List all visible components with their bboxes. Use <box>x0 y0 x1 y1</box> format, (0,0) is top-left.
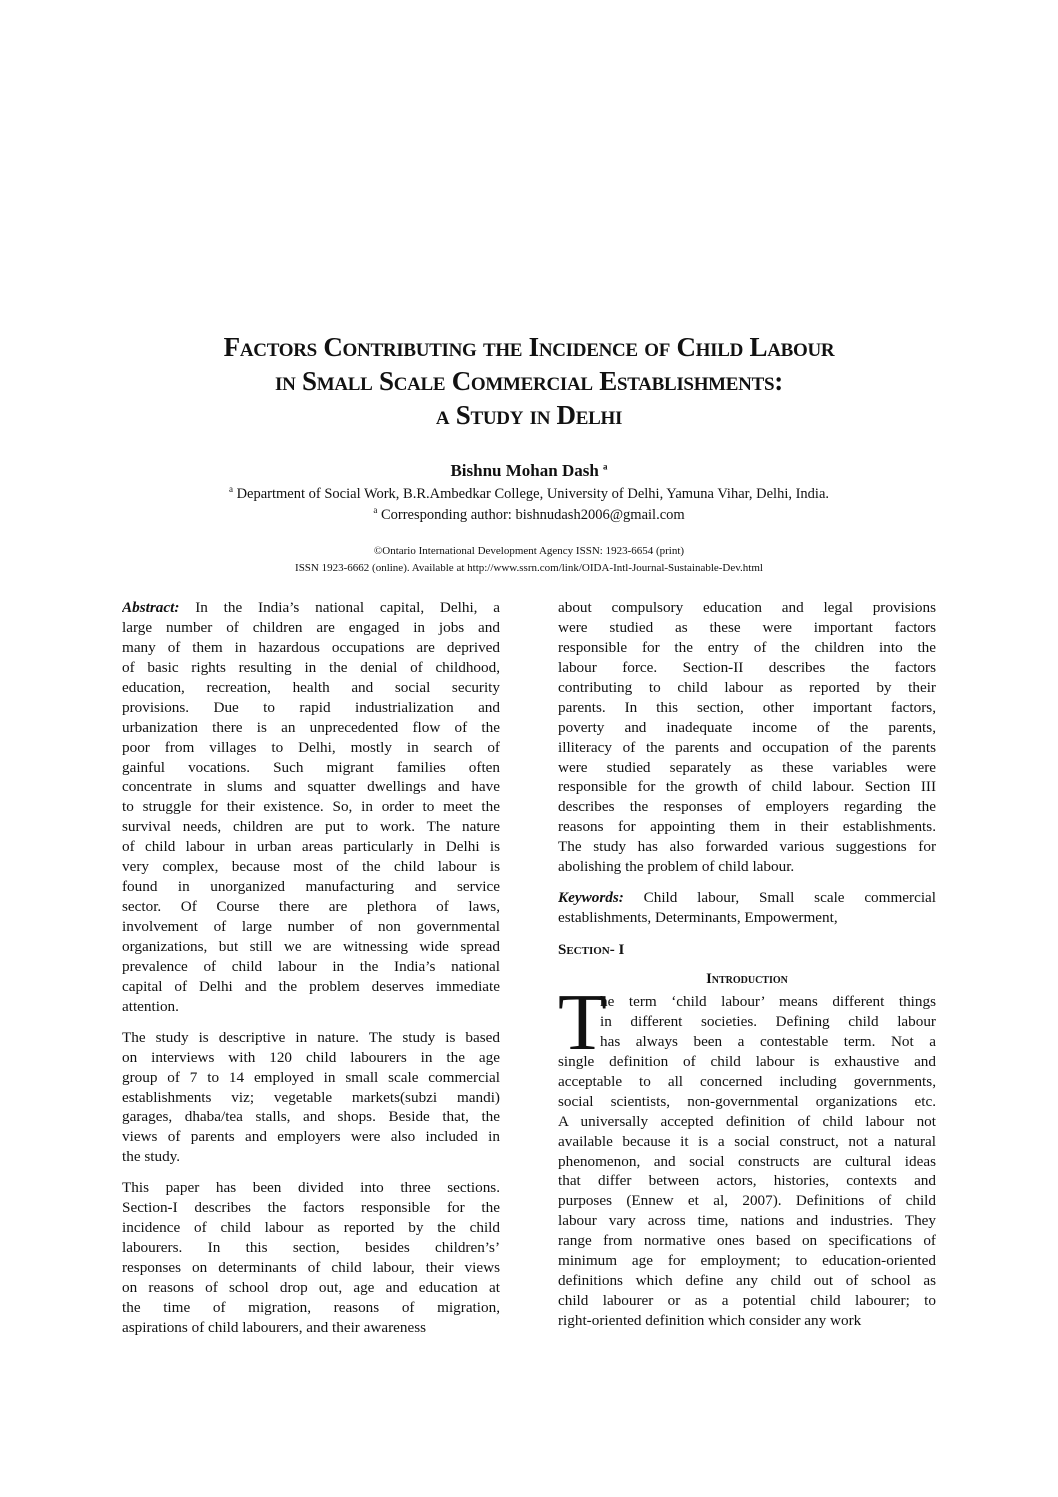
text-line: definitions which define any child out of school as <box>558 1272 936 1290</box>
paper-title <box>0 330 1058 432</box>
text-line: right-oriented definition which consider any work <box>558 1312 862 1329</box>
text-line: on reasons of school drop out, age and education at <box>122 1278 500 1296</box>
abstract-label: Abstract: <box>122 599 180 616</box>
text-line: parents. In this section, other important factors, <box>558 698 936 716</box>
text-line: prevalence of child labour in the India’s national <box>122 957 500 975</box>
publication-info-line-2: ISSN 1923-6662 (online). Available at http://www.ssrn.com/link/OIDA-Intl-Journal-Sustainable-Dev.html <box>295 562 763 574</box>
text-line: capital of Delhi and the problem deserves immediate <box>122 977 500 995</box>
text-line: labour vary across time, nations and industries. They <box>558 1212 936 1230</box>
author-affiliation <box>0 484 1058 503</box>
text-line: labour force. Section-II describes the factors <box>558 658 936 676</box>
text-line: were studied as these were important factors <box>558 618 936 636</box>
text-line: he term ‘child labour’ means different things <box>600 993 936 1010</box>
title-line-2: in Small Scale Commercial Establishments: <box>275 366 783 396</box>
keywords-label: Keywords: <box>558 889 624 907</box>
text-line: contributing to child labour as reported by their <box>558 678 936 696</box>
text-line: poverty and inadequate income of the parents, <box>558 718 936 736</box>
text-line: single definition of child labour is exhaustive and <box>558 1052 936 1070</box>
text-line: Section-I describes the factors responsible for the <box>122 1199 500 1217</box>
text-line: many of them in hazardous occupations are deprived <box>122 638 500 656</box>
text-line: involvement of large number of non governmental <box>122 918 500 935</box>
text-line: on interviews with 120 child labourers in the age <box>122 1048 500 1066</box>
author-name-text: Bishnu Mohan Dash <box>450 461 599 480</box>
text-line: views of parents and employers were also included in <box>122 1128 500 1146</box>
affiliation-text: Department of Social Work, B.R.Ambedkar College, University of Delhi, Yamuna Vihar, Delhi, India. <box>236 485 830 502</box>
text-line: The study is descriptive in nature. The study is based <box>122 1028 500 1046</box>
text-line: survival needs, children are put to work. The nature <box>122 818 500 836</box>
publication-info-line-1: ©Ontario International Development Agency ISSN: 1923-6654 (print) <box>373 545 685 557</box>
text-line: large number of children are engaged in jobs and <box>122 618 500 636</box>
text-line: the time of migration, reasons of migration, <box>122 1298 500 1316</box>
text-line: provisions. Due to rapid industrialization and <box>122 698 500 716</box>
text-line: in different societies. Defining child labour <box>600 1012 936 1030</box>
text-line: organizations, but still we are witnessing wide spread <box>122 937 500 955</box>
text-line: group of 7 to 14 employed in small scale commercial <box>122 1068 500 1086</box>
introduction-heading: Introduction <box>706 971 788 987</box>
text-line: attention. <box>122 997 179 1015</box>
text-line-content: Child labour, Small scale commercial <box>643 889 936 907</box>
text-line: This paper has been divided into three sections. <box>122 1179 500 1197</box>
text-line: establishments, Determinants, Empowerment, <box>558 909 838 927</box>
text-line: abolishing the problem of child labour. <box>558 858 795 876</box>
text-line: describes the responses of employers regarding the <box>558 798 936 816</box>
text-line-content: In the India’s national capital, Delhi, a <box>195 599 500 616</box>
corresponding-text: Corresponding author: bishnudash2006@gmail.com <box>380 506 685 523</box>
text-line: education, recreation, health and social security <box>122 678 500 696</box>
right-column <box>558 598 936 1331</box>
title-line-1: Factors Contributing the Incidence of Child Labour <box>223 332 835 362</box>
corresponding-author <box>0 505 1058 524</box>
text-line: incidence of child labour as reported by the child <box>122 1219 500 1237</box>
text-line: sector. Of Course there are plethora of laws, <box>122 898 500 916</box>
text-line <box>558 888 936 908</box>
text-line: were studied separately as these variables were <box>558 758 936 776</box>
text-line <box>122 598 500 618</box>
text-line: available because it is a social construct, not a natural <box>558 1132 936 1150</box>
text-line: that differ between actors, histories, contexts and <box>558 1172 936 1190</box>
text-line: about compulsory education and legal provisions <box>558 599 936 616</box>
text-line: social scientists, non-governmental organizations etc. <box>558 1092 936 1110</box>
text-line: A universally accepted definition of child labour not <box>558 1112 936 1130</box>
text-line: labourers. In this section, besides children’s’ <box>122 1239 500 1257</box>
affiliation-marker: a <box>228 484 233 494</box>
text-line: responsible for the entry of the children into the <box>558 638 936 656</box>
study-description-paragraph <box>122 1028 500 1168</box>
corresponding-marker: a <box>373 505 378 515</box>
text-line: of child labour in urban areas particularly in Delhi is <box>122 838 500 856</box>
text-line: The study has also forwarded various suggestions for <box>558 838 936 856</box>
text-line: the study. <box>122 1148 181 1166</box>
title-line-3: a Study in Delhi <box>435 400 623 430</box>
section-heading: Section- I <box>558 942 625 958</box>
text-line: responsible for the growth of child labour. Section III <box>558 778 936 796</box>
drop-cap: T <box>558 979 607 1067</box>
text-line: child labourer or as a potential child labourer; to <box>558 1292 936 1310</box>
text-line: has always been a contestable term. Not a <box>600 1032 936 1050</box>
text-line: illiteracy of the parents and occupation of the parents <box>558 738 936 756</box>
sections-overview-paragraph <box>122 1178 500 1338</box>
text-line: phenomenon, and social constructs are cultural ideas <box>558 1152 936 1170</box>
text-line: concentrate in slums and squatter dwellings and have <box>122 778 500 796</box>
text-line: garages, dhaba/tea stalls, and shops. Beside that, the <box>122 1108 500 1126</box>
text-line: of basic rights resulting in the denial of childhood, <box>122 658 500 676</box>
author-marker: a <box>603 461 608 472</box>
text-line: aspirations of child labourers, and their awareness <box>122 1318 427 1336</box>
text-line: gainful vocations. Such migrant families often <box>122 758 500 776</box>
text-line: establishments viz; vegetable markets(subzi mandi) <box>122 1088 500 1106</box>
abstract-paragraph <box>122 598 500 1017</box>
text-line: to struggle for their existence. So, in order to meet the <box>122 798 500 816</box>
keywords-paragraph <box>558 888 936 928</box>
text-line: reasons for appointing them in their establishments. <box>558 818 936 836</box>
sections-overview-continued <box>558 598 936 877</box>
text-line: range from normative ones based on specifications of <box>558 1232 936 1250</box>
text-line: urbanization there is an unprecedented flow of the <box>122 718 500 736</box>
text-line: found in unorganized manufacturing and service <box>122 878 500 896</box>
author-name <box>0 461 1058 481</box>
text-line: minimum age for employment; to education-oriented <box>558 1252 936 1270</box>
left-column <box>122 598 500 1338</box>
text-line: acceptable to all concerned including governments, <box>558 1072 936 1090</box>
text-line: responses on determinants of child labour, their views <box>122 1259 500 1276</box>
text-line: purposes (Ennew et al, 2007). Definitions of child <box>558 1192 936 1210</box>
text-line: poor from villages to Delhi, mostly in search of <box>122 738 500 756</box>
text-line: very complex, because most of the child labour is <box>122 858 500 876</box>
